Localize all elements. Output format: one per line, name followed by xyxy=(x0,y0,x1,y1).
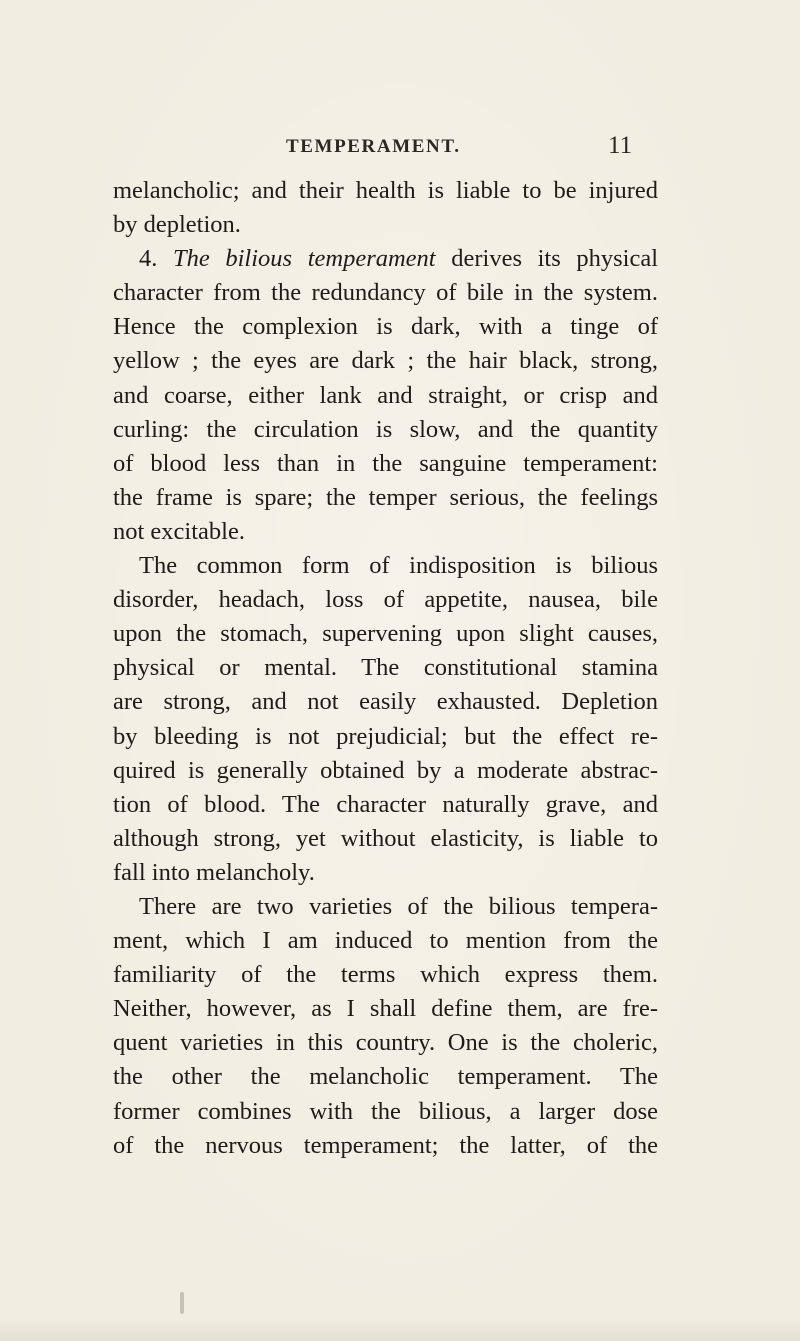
text-line: yellow ; the eyes are dark ; the hair black, strong, xyxy=(113,347,658,375)
text-line: curling: the circulation is slow, and the quantity xyxy=(113,415,658,443)
text-line: physical or mental. The constitutional stamina xyxy=(113,654,658,682)
text-line: are strong, and not easily exhausted. Depletion xyxy=(113,688,658,716)
text-line: of the nervous temperament; the latter, of the xyxy=(113,1131,658,1159)
section-title-italic: The bilious temperament xyxy=(173,245,436,273)
text-line: the frame is spare; the temper serious, the feelings xyxy=(113,483,658,511)
section-line-rest: derives its physical xyxy=(435,245,659,273)
text-line: by bleeding is not prejudicial; but the effect re- xyxy=(113,722,658,750)
text-line: familiarity of the terms which express them. xyxy=(113,961,658,989)
section-number: 4. xyxy=(139,245,173,273)
text-line: and coarse, either lank and straight, or crisp and xyxy=(113,381,658,409)
text-line: disorder, headach, loss of appetite, nausea, bile xyxy=(113,586,658,614)
text-line: There are two varieties of the bilious tempera- xyxy=(139,892,658,920)
text-line: former combines with the bilious, a larger dose xyxy=(113,1097,658,1125)
text-line: by depletion. xyxy=(113,211,241,239)
text-line: of blood less than in the sanguine temperament: xyxy=(113,449,658,477)
text-line: upon the stomach, supervening upon slight causes, xyxy=(113,620,658,648)
body-text xyxy=(113,174,658,1163)
text-line: tion of blood. The character naturally grave, and xyxy=(113,790,658,818)
page-number: 11 xyxy=(608,132,633,159)
scan-speck xyxy=(180,1292,184,1314)
text-line: ment, which I am induced to mention from the xyxy=(113,927,658,955)
text-line: Neither, however, as I shall define them, are fre- xyxy=(113,995,658,1023)
text-line: melancholic; and their health is liable to be injured xyxy=(113,177,658,204)
text-line: quent varieties in this country. One is the choleric, xyxy=(113,1029,658,1057)
text-line: The common form of indisposition is bilious xyxy=(139,552,658,580)
text-line: although strong, yet without elasticity, is liable to xyxy=(113,824,658,852)
running-head: TEMPERAMENT. xyxy=(286,136,461,157)
text-line: not excitable. xyxy=(113,517,245,545)
text-line: Hence the complexion is dark, with a tinge of xyxy=(113,313,658,341)
scan-edge xyxy=(0,1318,800,1341)
text-line: quired is generally obtained by a moderate abstrac- xyxy=(113,756,658,784)
text-line: the other the melancholic temperament. The xyxy=(113,1063,658,1091)
text-line: character from the redundancy of bile in the system. xyxy=(113,279,658,307)
text-line: fall into melancholy. xyxy=(113,858,315,886)
text-line-section-4 xyxy=(113,242,658,276)
page-header xyxy=(0,132,800,164)
